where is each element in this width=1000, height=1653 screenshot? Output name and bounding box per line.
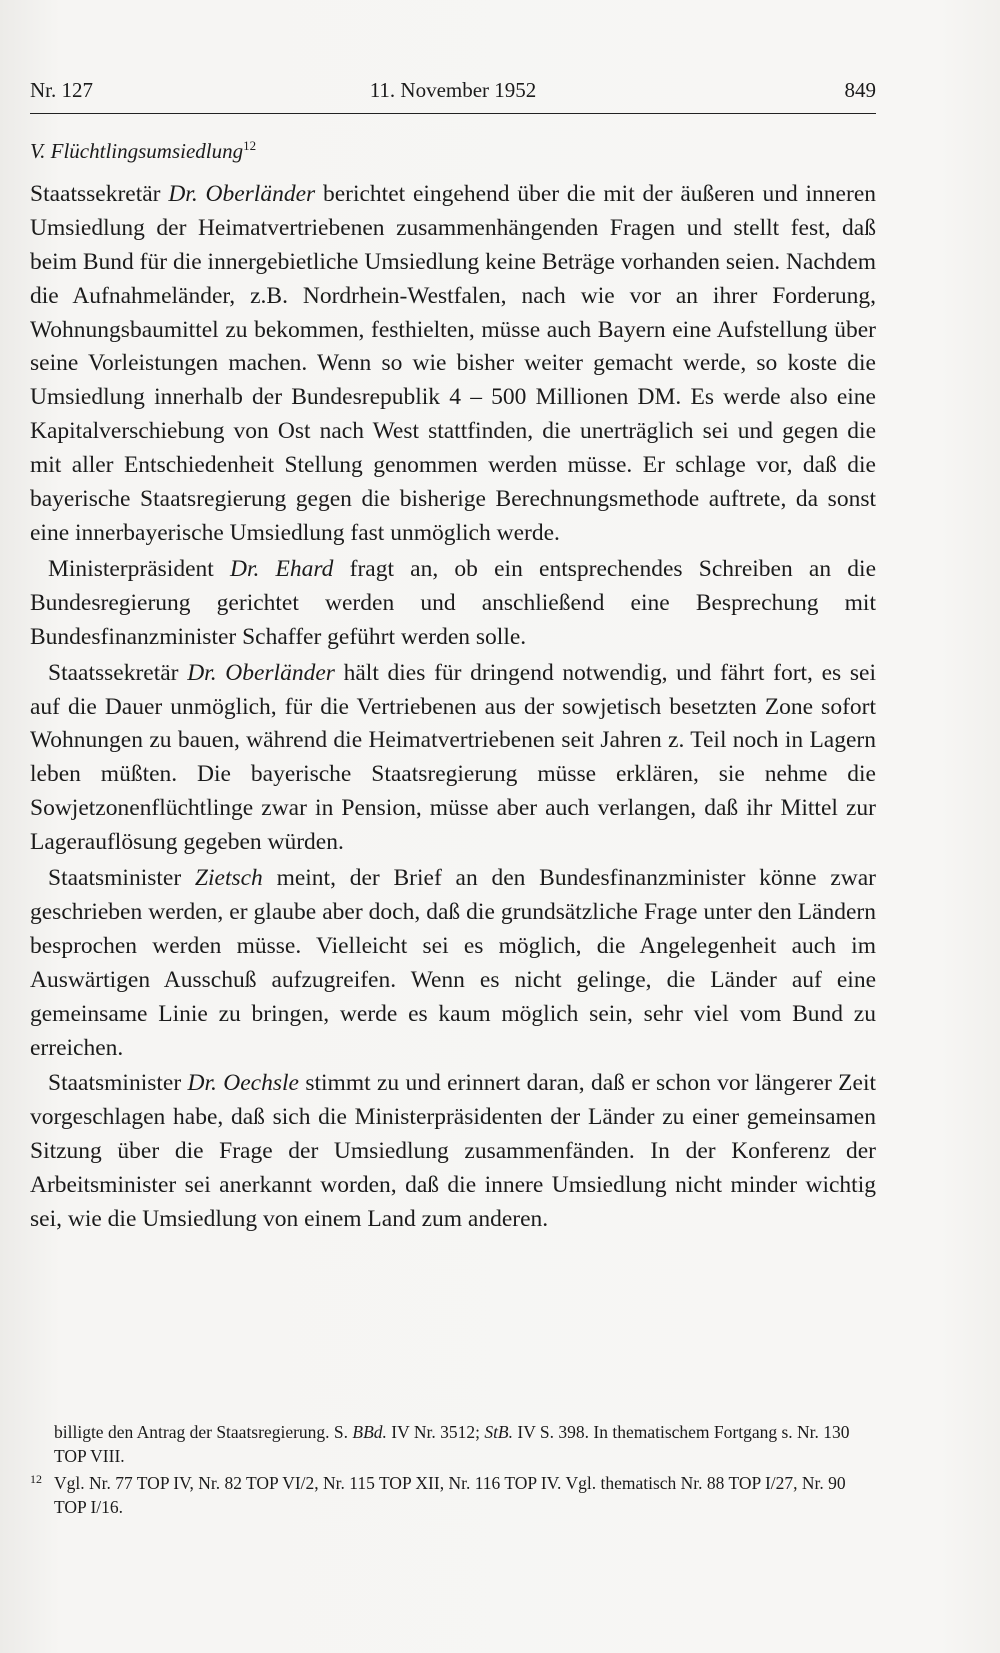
running-header <box>30 78 876 108</box>
speaker-title: Staatsminister <box>48 865 195 892</box>
document-number: Nr. 127 <box>30 78 93 102</box>
paragraph <box>30 1067 876 1237</box>
footnote-12 <box>30 1471 876 1519</box>
speaker-name: Dr. Oberländer <box>187 659 335 686</box>
paragraph <box>30 178 876 551</box>
footnotes <box>30 1420 876 1519</box>
paragraph <box>30 657 876 860</box>
footnote-ref: 12 <box>243 138 257 153</box>
paragraph <box>30 862 876 1065</box>
speaker-name: Dr. Ehard <box>229 555 334 582</box>
paragraph-text: hält dies für dringend notwendig, und fährt fort, es sei auf die Dauer unmöglich, für die Vertriebenen aus der sowjetisch besetzten Zone sofort Wohnungen zu bauen, während die Heimatvertriebenen seit Jahren z. Teil noch in Lagern leben müßten. Die bayerische Staatsregierung müsse erklären, sie nehme die Sowjetzonenflüchtlinge zwar in Pension, müsse aber auch verlangen, daß ihr Mittel zur Lagerauflösung gegeben würden. <box>30 659 876 856</box>
speaker-title: Staatsminister <box>48 1070 188 1097</box>
header-rule <box>30 113 876 114</box>
page-number: 849 <box>844 78 876 102</box>
paragraph-text: berichtet eingehend über die mit der äußeren und inneren Umsiedlung der Heimatvertriebenen zusammenhängenden Fragen und stellt fest, daß beim Bund für die innergebietliche Umsiedlung keine Beträge vorhanden seien. Nachdem die Aufnahmeländer, z.B. Nordrhein-Westfalen, nach wie vor an ihrer Forderung, Wohnungsbaumittel zu bekommen, festhielten, müsse auch Bayern eine Aufstellung über seine Vorleistungen machen. Wenn so wie bisher weiter gemacht werde, so koste die Umsiedlung innerhalb der Bundesrepublik 4 – 500 Millionen DM. Es werde also eine Kapitalverschiebung von Ost nach West stattfinden, die unerträglich sei und gegen die mit aller Entschiedenheit Stellung genommen werden müsse. Er schlage vor, daß die bayerische Staatsregierung gegen die bisherige Berechnungsmethode auftrete, da sonst eine innerbayerische Umsiedlung fast unmöglich werde. <box>30 180 876 546</box>
footnote-abbrev: BBd. <box>352 1422 387 1442</box>
footnote-text: IV Nr. 3512; <box>386 1422 485 1442</box>
footnote-text: billigte den Antrag der Staatsregierung. S. <box>54 1422 353 1442</box>
speaker-title: Staatssekretär <box>48 659 188 686</box>
speaker-name: Dr. Oberländer <box>168 180 316 207</box>
section-title <box>30 135 876 169</box>
speaker-name: Zietsch <box>194 865 263 892</box>
header-date: 11. November 1952 <box>369 78 537 102</box>
speaker-title: Ministerpräsident <box>48 555 230 582</box>
section-title-text: V. Flüchtlingsumsiedlung <box>30 139 244 163</box>
paragraph-text: meint, der Brief an den Bundesfinanzminister könne zwar geschrieben werden, er glaube aber doch, daß die grundsätzliche Frage unter den Ländern besprochen werden müsse. Vielleicht sei es möglich, die Angelegenheit auch im Auswärtigen Ausschuß aufzugreifen. Wenn es nicht gelinge, die Länder auf eine gemeinsame Linie zu bringen, werde es kaum möglich sein, sehr viel vom Bund zu erreichen. <box>30 865 876 1061</box>
footnote-abbrev: StB. <box>484 1422 513 1442</box>
speaker-title: Staatssekretär <box>30 180 169 207</box>
footnote-text: IV S. 398. In thematischem Fortgang s. Nr. 130 TOP VIII. <box>54 1422 850 1466</box>
paragraph <box>30 553 876 655</box>
paragraph-text: fragt an, ob ein entsprechendes Schreiben an die Bundesregierung gerichtet werden und anschließend eine Besprechung mit Bundesfinanzminister Schaffer geführt werden solle. <box>30 555 877 650</box>
paragraph-text: stimmt zu und erinnert daran, daß er schon vor längerer Zeit vorgeschlagen habe, daß sich die Ministerpräsidenten der Länder zu einer gemeinsamen Sitzung über die Frage der Umsiedlung zusammenfänden. In der Konferenz der Arbeitsminister sei anerkannt worden, daß die innere Umsiedlung nicht minder wichtig sei, wie die Umsiedlung von einem Land zum anderen. <box>30 1070 877 1233</box>
speaker-name: Dr. Oechsle <box>187 1070 299 1097</box>
footnote-mark: 12 <box>30 1472 42 1486</box>
main-text <box>30 135 876 1237</box>
footnote-text: Vgl. Nr. 77 TOP IV, Nr. 82 TOP VI/2, Nr. 115 TOP XII, Nr. 116 TOP IV. Vgl. thematisch Nr. 88 TOP I/27, Nr. 90 TOP I/16. <box>54 1473 846 1517</box>
footnote-continued <box>30 1420 876 1468</box>
